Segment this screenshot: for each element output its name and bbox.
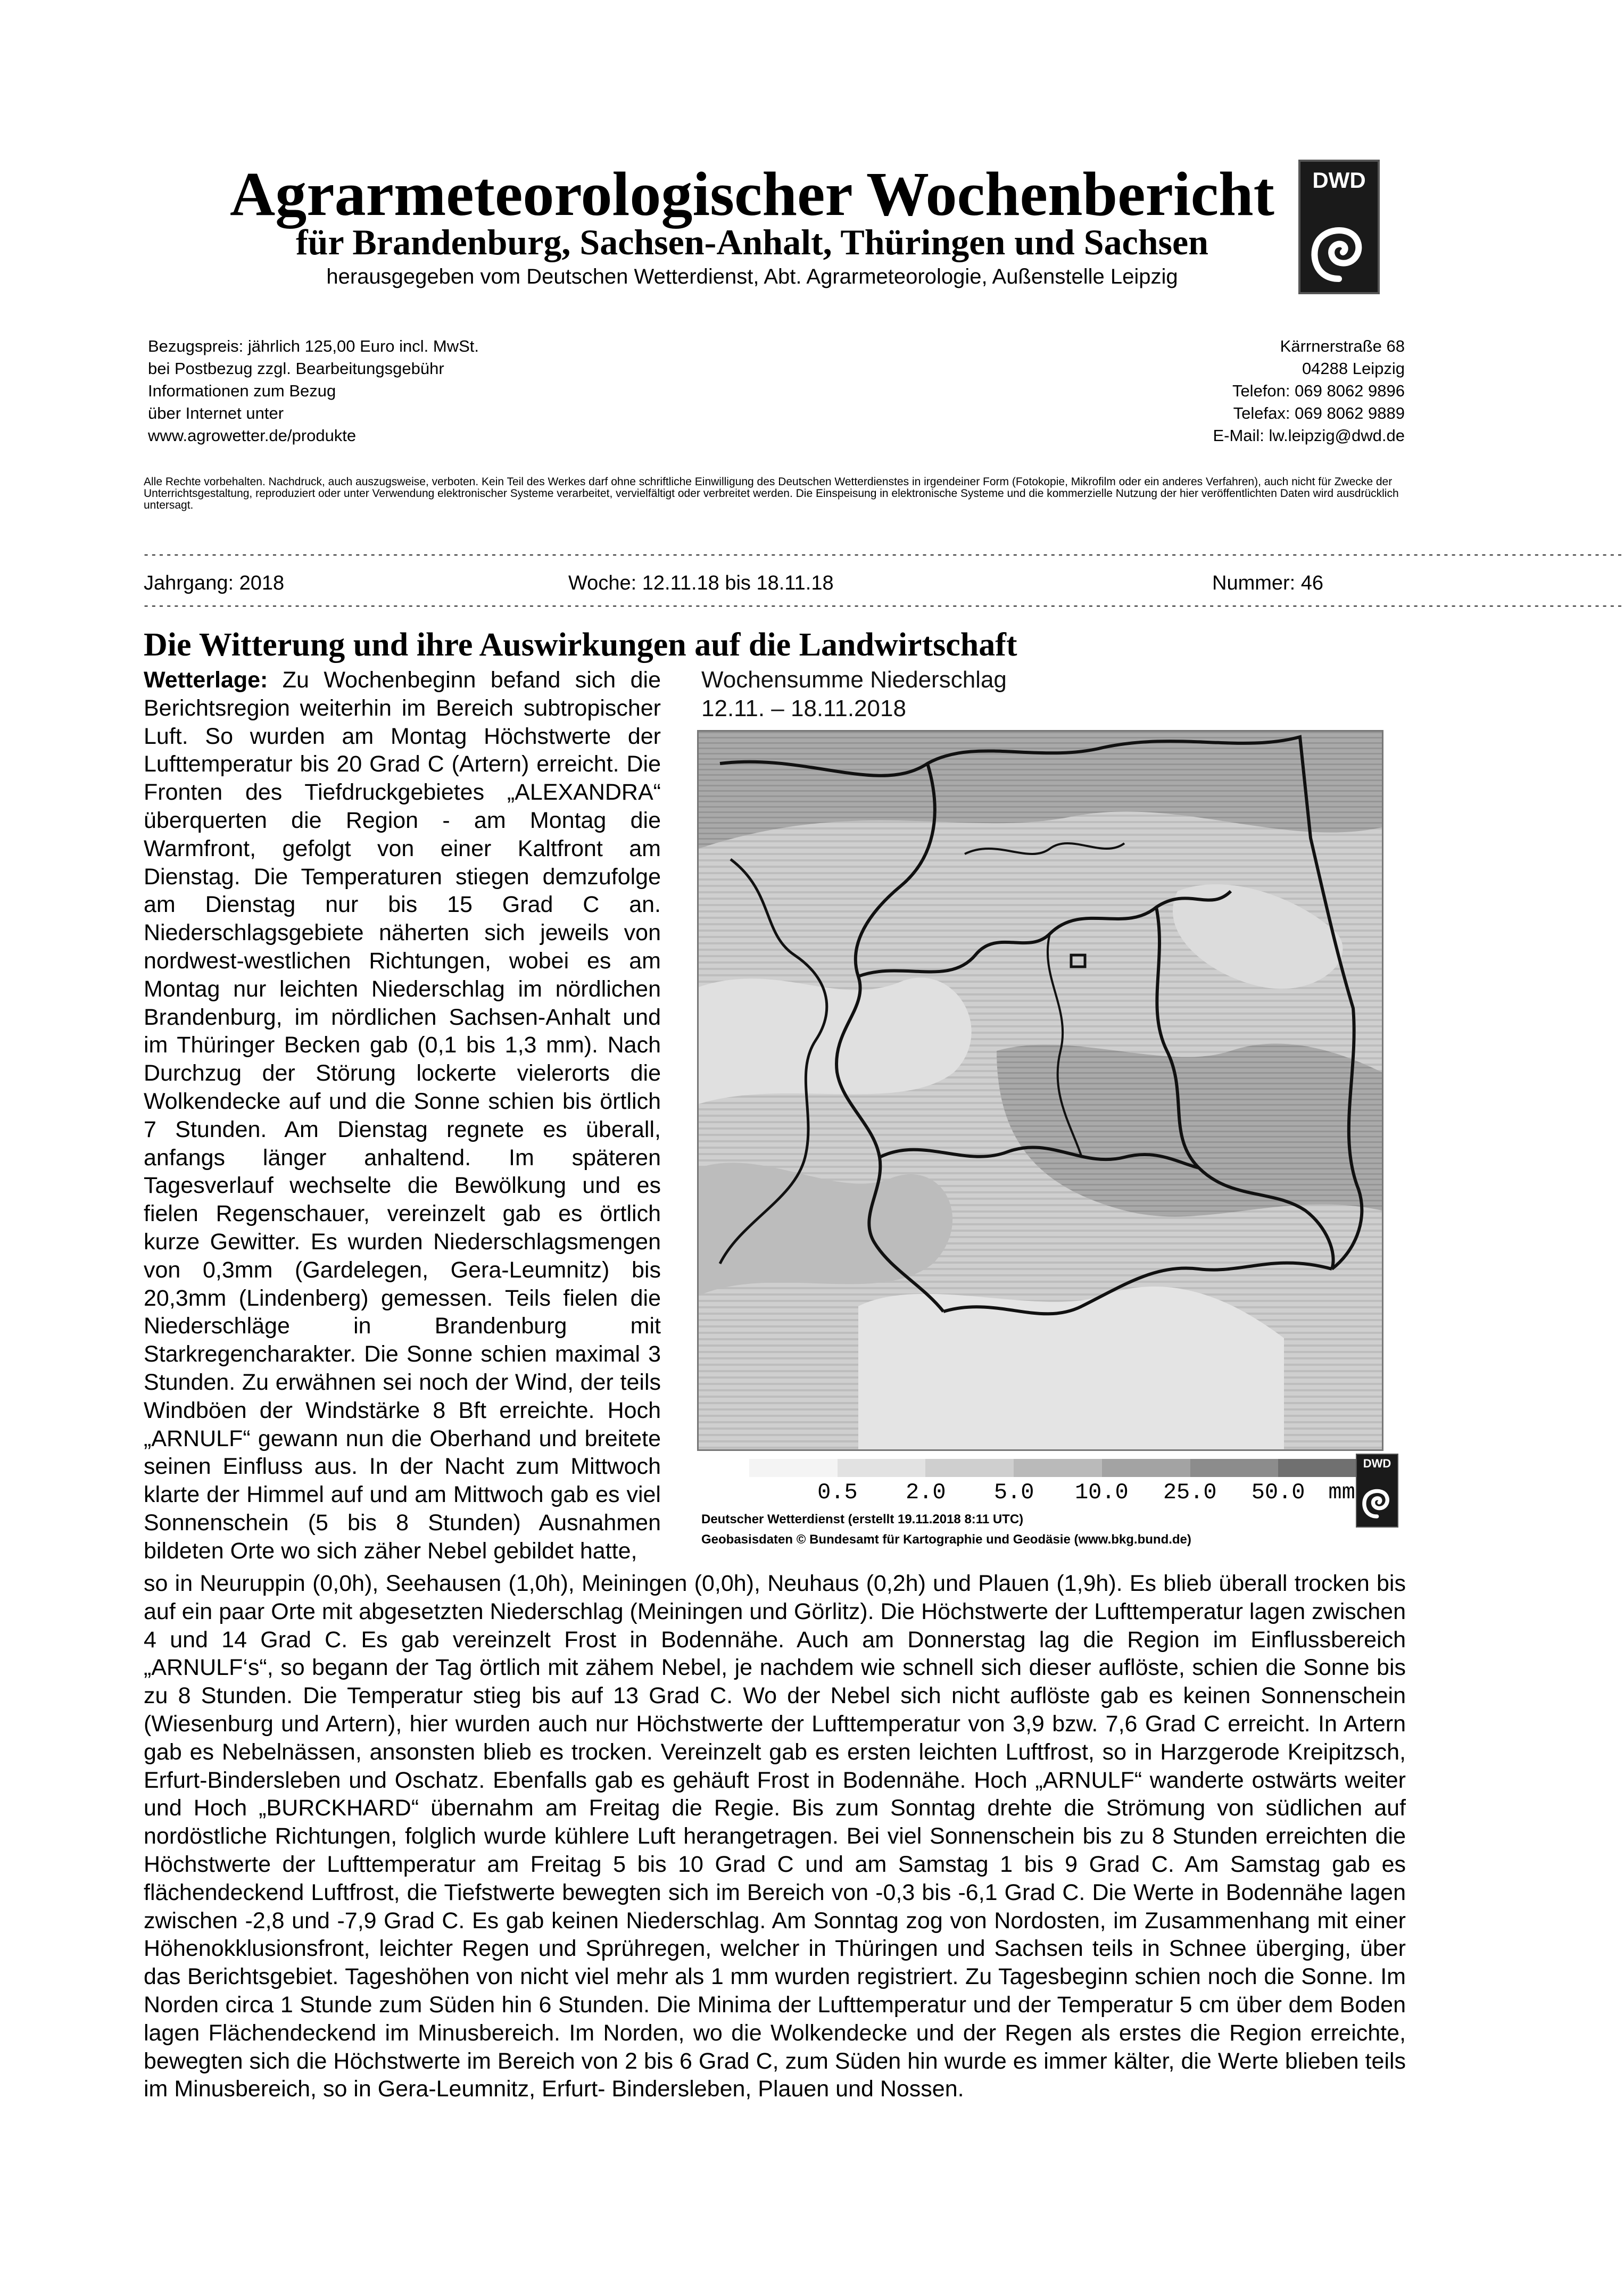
page-subtitle: für Brandenburg, Sachsen-Anhalt, Thüringen und Sachsen: [295, 222, 1208, 262]
legend-swatch: [838, 1459, 926, 1477]
map-graphic: [699, 732, 1382, 1449]
legend-labels: [749, 1479, 1366, 1508]
legend-swatch: [1190, 1459, 1279, 1477]
legend-unit: mm: [1328, 1480, 1355, 1505]
legend-label: 5.0: [993, 1480, 1034, 1505]
rights-notice: Alle Rechte vorbehalten. Nachdruck, auch auszugsweise, verboten. Kein Teil des Werkes darf ohne schriftliche Einwilligung des Deutschen Wetterdienstes in irgendeiner Form (Fotokopie, Mikrofilm oder ein anderes Verfahren), auch nicht für Zwecke der Unterrichtsgestaltung, reproduziert oder unter Verwendung elektronischer Systeme verarbeitet, vervielfältigt oder verbreitet werden. Die Einspeisung in elektronische Systeme und die kommerzielle Nutzung der hier veröffentlichten Daten wird ausdrücklich untersagt.: [144, 476, 1399, 511]
section-title: Die Witterung und ihre Auswirkungen auf die Landwirtschaft: [144, 627, 1017, 663]
fax-number: Telefax: 069 8062 9889: [1233, 404, 1405, 422]
publisher-line: herausgegeben vom Deutschen Wetterdienst, Abt. Agrarmeteorologie, Außenstelle Leipzig: [326, 265, 1178, 288]
legend-label: 25.0: [1163, 1480, 1217, 1505]
phone-number: Telefon: 069 8062 9896: [1232, 381, 1405, 400]
info-line: über Internet unter: [148, 404, 284, 422]
legend-swatch: [749, 1459, 838, 1477]
website-link[interactable]: www.agrowetter.de/produkte: [148, 426, 357, 445]
legend-label: 10.0: [1074, 1480, 1129, 1505]
dwd-logo: [1298, 160, 1380, 294]
map-credit-line: Deutscher Wetterdienst (erstellt 19.11.2018 8:11 UTC): [701, 1512, 1024, 1526]
legend-swatch: [1278, 1459, 1366, 1477]
page-title: Agrarmeteorologischer Wochenbericht: [230, 159, 1274, 229]
map-credit: [701, 1509, 1191, 1550]
dwd-spiral-icon: [1300, 194, 1378, 295]
map-title: Wochensumme Niederschlag: [701, 667, 1007, 693]
subscription-info: [148, 335, 627, 447]
address-city: 04288 Leipzig: [1302, 359, 1405, 378]
legend-swatch: [925, 1459, 1014, 1477]
wetterlage-label: Wetterlage:: [144, 667, 268, 693]
legend-label: 2.0: [905, 1480, 946, 1505]
map-dwd-logo-text: DWD: [1363, 1457, 1391, 1470]
week-range: Woche: 12.11.18 bis 18.11.18: [568, 572, 834, 594]
precipitation-map: [697, 730, 1383, 1451]
divider-line: ----------------------------------------------------------------------------------------------------------------------------------------------------------------------------------------------------: [143, 549, 1624, 562]
legend-swatch: [1102, 1459, 1190, 1477]
map-dwd-logo: [1356, 1454, 1398, 1528]
weather-paragraph: Zu Wochenbeginn befand sich die Berichtsregion weiterhin im Bereich subtropischer Luft. So wurden am Montag Höchstwerte der Lufttemperatur bis 20 Grad C (Artern) erreicht. Die Fronten des Tiefdruckgebietes „ALEXANDRA“ überquerten die Region - am Montag die Warmfront, gefolgt von einer Kaltfront am Dienstag. Die Temperaturen stiegen demzufolge am Dienstag nur bis 15 Grad C an. Niederschlagsgebiete näherten sich jeweils von nordwest-westlichen Richtungen, wobei es am Montag nur leichten Niederschlag im nördlichen Brandenburg, im nördlichen Sachsen-Anhalt und im Thüringer Becken gab (0,1 bis 1,3 mm). Nach Durchzug der Störung lockerte vielerorts die Wolkendecke auf und die Sonne schien bis örtlich 7 Stunden. Am Dienstag regnete es überall, anfangs länger anhaltend. Im späteren Tagesverlauf wechselte die Bewölkung und es fielen Regenschauer, vereinzelt gab es örtlich kurze Gewitter. Es wurden Niederschlagsmengen von 0,3mm (Gardelegen, Gera-Leumnitz) bis 20,3mm (Lindenberg) gemessen. Teils fielen die Niederschläge in Brandenburg mit Starkregencharakter. Die Sonne schien maximal 3 Stunden. Zu erwähnen sei noch der Wind, der teils Windböen der Windstärke 8 Bft erreichte. Hoch „ARNULF“ gewann nun die Oberhand und breitete seinen Einfluss aus. In der Nacht zum Mittwoch klarte der Himmel auf und am Mittwoch gab es viel Sonnenschein (5 bis 8 Stunden) Ausnahmen bildeten Orte wo sich zäher Nebel gebildet hatte,: [144, 667, 661, 1564]
dwd-spiral-icon: [1357, 1472, 1397, 1525]
issue-number: Nummer: 46: [1212, 572, 1324, 594]
precipitation-map-panel: [685, 666, 1398, 1555]
legend-label: 0.5: [817, 1480, 858, 1505]
email-link[interactable]: E-Mail: lw.leipzig@dwd.de: [1213, 426, 1405, 445]
info-line: bei Postbezug zzgl. Bearbeitungsgebühr: [148, 359, 444, 378]
dwd-logo-text: DWD: [1312, 168, 1366, 193]
info-line: Bezugspreis: jährlich 125,00 Euro incl. MwSt.: [148, 337, 479, 355]
weather-text-bottom: so in Neuruppin (0,0h), Seehausen (1,0h), Meiningen (0,0h), Neuhaus (0,2h) und Plauen (1,9h). Es blieb überall trocken bis auf ein paar Orte mit abgesetzten Niederschlag (Meiningen und Görlitz). Die Höchstwerte der Lufttemperatur lagen zwischen 4 und 14 Grad C. Es gab vereinzelt Frost in Bodennähe. Auch am Donnerstag lag die Region im Einflussbereich „ARNULF‘s“, so begann der Tag örtlich mit zähem Nebel, je nachdem wie schnell sich dieser auflöste, schien die Sonne bis zu 8 Stunden. Die Temperatur stieg bis auf 13 Grad C. Wo der Nebel sich nicht auflöste gab es keinen Sonnenschein (Wiesenburg und Artern), hier wurden auch nur Höchstwerte der Lufttemperatur von 3,9 bzw. 7,6 Grad C erreicht. In Artern gab es Nebelnässen, ansonsten blieb es trocken. Vereinzelt gab es ersten leichten Luftfrost, so in Harzgerode Kreipitzsch, Erfurt-Bindersleben und Oschatz. Ebenfalls gab es gehäuft Frost in Bodennähe. Hoch „ARNULF“ wanderte ostwärts weiter und Hoch „BURCKHARD“ übernahm am Freitag die Regie. Bis zum Sonntag drehte die Strömung von südlichen auf nordöstliche Richtungen, folglich wurde kühlere Luft herangetragen. Bei viel Sonnenschein bis zu 8 Stunden erreichten die Höchstwerte der Lufttemperatur am Freitag 5 bis 10 Grad C und am Samstag 1 bis 9 Grad C. Am Samstag gab es flächendeckend Luftfrost, die Tiefstwerte bewegten sich im Bereich von -0,3 bis -6,1 Grad C. Die Werte in Bodennähe lagen zwischen -2,8 und -7,9 Grad C. Es gab keinen Niederschlag. Am Sonntag zog von Nordosten, im Zusammenhang mit einer Höhenokklusionsfront, leichter Regen und Sprühregen, welcher in Thüringen und Sachsen teils in Schnee überging, über das Berichtsgebiet. Tageshöhen von nicht viel mehr als 1 mm wurden registriert. Zu Tagesbeginn schien noch die Sonne. Im Norden circa 1 Stunde zum Süden hin 6 Stunden. Die Minima der Lufttemperatur und der Temperatur 5 cm über dem Boden lagen Flächendeckend im Minusbereich. Im Norden, wo die Wolkendecke und der Regen als erstes die Region erreichte, bewegten sich die Höchstwerte im Bereich von 2 bis 6 Grad C, zum Süden hin wurde es immer kälter, die Werte blieben teils im Minusbereich, so in Gera-Leumnitz, Erfurt- Bindersleben, Plauen und Nossen.: [144, 1571, 1406, 2102]
map-dates: 12.11. – 18.11.2018: [701, 695, 906, 721]
info-line: Informationen zum Bezug: [148, 381, 336, 400]
address-street: Kärrnerstraße 68: [1280, 337, 1405, 355]
divider-line: ----------------------------------------------------------------------------------------------------------------------------------------------------------------------------------------------------: [143, 600, 1624, 613]
map-credit-line: Geobasisdaten © Bundesamt für Kartographie und Geodäsie (www.bkg.bund.de): [701, 1532, 1191, 1547]
weather-text-top: [144, 666, 661, 1565]
legend-swatch: [1014, 1459, 1102, 1477]
volume-year: Jahrgang: 2018: [144, 572, 285, 594]
legend-label: 50.0: [1251, 1480, 1305, 1505]
legend-bar: [749, 1459, 1366, 1477]
contact-info: [958, 335, 1405, 447]
